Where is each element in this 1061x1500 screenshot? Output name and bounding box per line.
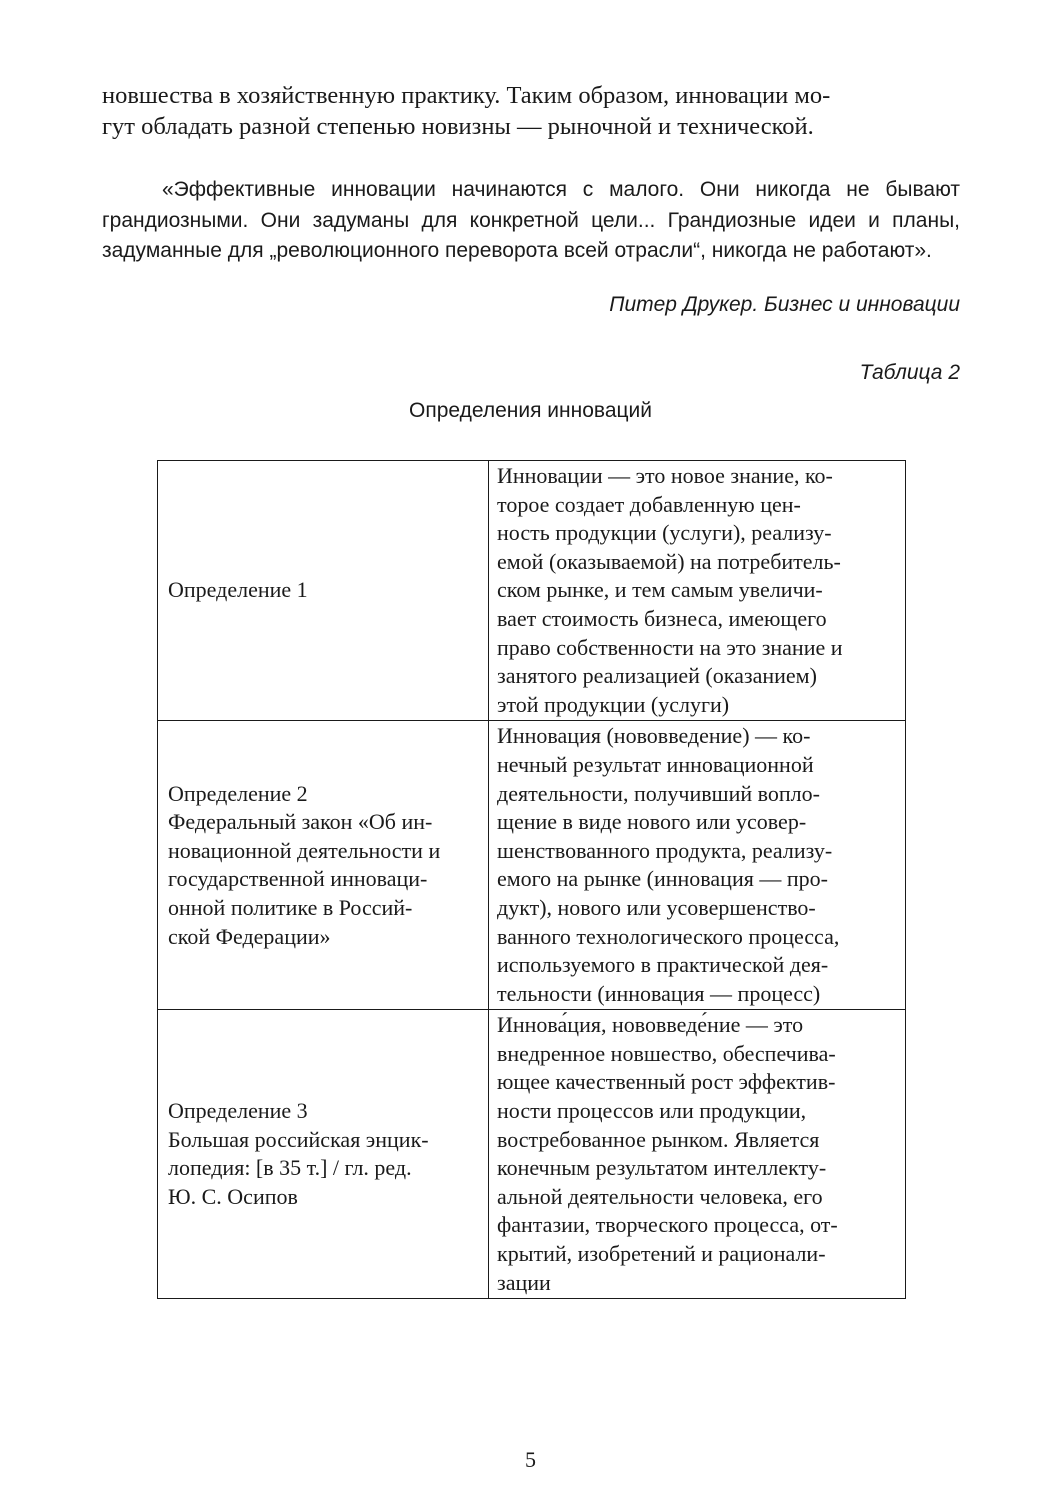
definition-line: альной деятельности человека, его bbox=[497, 1183, 823, 1209]
definition-term-cell bbox=[158, 721, 489, 1010]
definition-line: емого на рынке (инновация — про- bbox=[497, 866, 828, 892]
definition-line: дукт), нового или усовершенство- bbox=[497, 894, 816, 920]
table-row bbox=[158, 721, 906, 1010]
definition-line: емой (оказываемой) на потребитель- bbox=[497, 548, 841, 574]
definition-line: щение в виде нового или усовер- bbox=[497, 809, 807, 835]
definition-term-cell bbox=[158, 461, 489, 721]
definition-line: деятельности, получивший вопло- bbox=[497, 780, 820, 806]
table-row bbox=[158, 1010, 906, 1299]
definition-line: нечный результат инновационной bbox=[497, 751, 814, 777]
term-line: Ю. С. Осипов bbox=[168, 1183, 298, 1209]
definition-line: ском рынке, и тем самым увеличи- bbox=[497, 577, 823, 603]
table-row bbox=[158, 461, 906, 721]
definition-line: востребованное рынком. Является bbox=[497, 1126, 820, 1152]
term-line: Большая российская энцик- bbox=[168, 1126, 429, 1152]
definition-text-cell bbox=[489, 1010, 906, 1299]
definition-line: Инновация (нововведение) — ко- bbox=[497, 723, 811, 749]
term-line: Определение 1 bbox=[168, 577, 308, 603]
definition-text-cell bbox=[489, 721, 906, 1010]
definition-line: внедренное новшество, обеспечива- bbox=[497, 1040, 836, 1066]
term-line: новационной деятельности и bbox=[168, 837, 441, 863]
definition-line: Инновации — это новое знание, ко- bbox=[497, 463, 833, 488]
term-line: Определение 3 bbox=[168, 1098, 308, 1124]
term-line: онной политике в Россий- bbox=[168, 894, 413, 920]
table-title: Определения инноваций bbox=[409, 399, 652, 422]
term-line: ской Федерации» bbox=[168, 923, 331, 949]
definition-line: фантазии, творческого процесса, от- bbox=[497, 1212, 838, 1238]
definition-line: право собственности на это знание и bbox=[497, 634, 843, 660]
term-line: Определение 2 bbox=[168, 780, 308, 806]
term-line: лопедия: [в 35 т.] / гл. ред. bbox=[168, 1155, 412, 1181]
definition-line: вает стоимость бизнеса, имеющего bbox=[497, 605, 827, 631]
intro-line: гут обладать разной степенью новизны — рыночной и технической. bbox=[102, 113, 814, 140]
definition-line: ности процессов или продукции, bbox=[497, 1098, 807, 1124]
definition-line: занятого реализацией (оказанием) bbox=[497, 663, 817, 689]
intro-line: новшества в хозяйственную практику. Таким образом, инновации мо- bbox=[102, 82, 831, 109]
definition-line: тельности (инновация — процесс) bbox=[497, 980, 821, 1006]
definition-line: ванного технологического процесса, bbox=[497, 923, 840, 949]
definition-line: используемого в практической дея- bbox=[497, 952, 829, 978]
definition-line: крытий, изобретений и рационали- bbox=[497, 1241, 826, 1267]
definitions-table bbox=[157, 460, 906, 1299]
epigraph-quote: «Эффективные инновации начинаются с малого. Они никогда не бывают грандиозными. Они задуманы для конкретной цели... Грандиозные идеи и планы, задуманные для „революционного переворота всей отрасли“, никогда не работают». bbox=[102, 178, 960, 262]
definition-term-cell bbox=[158, 1010, 489, 1299]
epigraph-source: Питер Друкер. Бизнес и инновации bbox=[609, 293, 960, 316]
intro-paragraph bbox=[102, 80, 960, 142]
table-label: Таблица 2 bbox=[859, 361, 960, 384]
definition-line: ющее качественный рост эффектив- bbox=[497, 1069, 836, 1095]
definition-line: этой продукции (услуги) bbox=[497, 691, 730, 717]
term-line: Федеральный закон «Об ин- bbox=[168, 809, 433, 835]
definition-text-cell bbox=[489, 461, 906, 721]
definition-line: ность продукции (услуги), реализу- bbox=[497, 520, 832, 546]
definition-line: конечным результатом интеллекту- bbox=[497, 1155, 827, 1181]
definition-line: Иннова́ция, нововведе́ние — это bbox=[497, 1012, 804, 1038]
definition-line: зации bbox=[497, 1269, 551, 1295]
term-line: государственной инноваци- bbox=[168, 866, 428, 892]
page-number: 5 bbox=[525, 1447, 536, 1472]
definition-line: торое создает добавленную цен- bbox=[497, 491, 801, 517]
definition-line: шенствованного продукта, реализу- bbox=[497, 837, 833, 863]
